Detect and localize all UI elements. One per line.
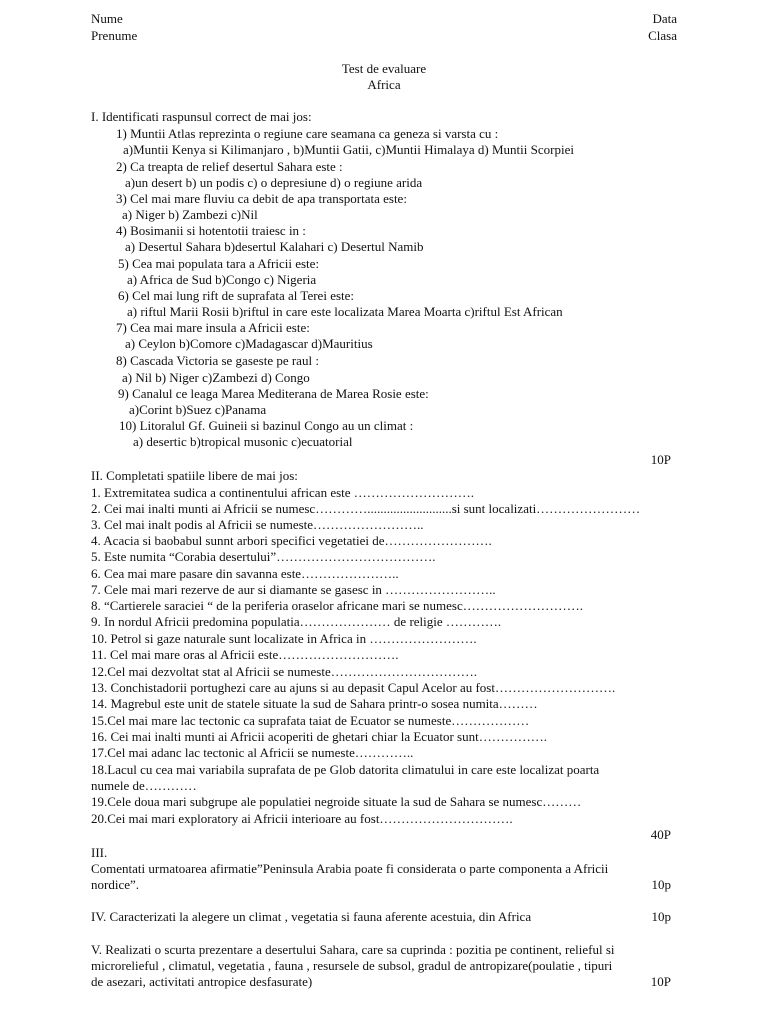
section4-points: 10p bbox=[651, 909, 671, 924]
test-title: Test de evaluare bbox=[341, 61, 427, 76]
section5-text-2: microrelieful , climatul, vegetatia , fauna , resursele de subsol, gradul de antropizare(poulatie , tipuri bbox=[91, 958, 613, 973]
fill-item-19: 19.Cele doua mari subgrupe ale populatiei negroide situate la sud de Sahara se numesc……… bbox=[91, 794, 582, 809]
q2-question: 2) Ca treapta de relief desertul Sahara este : bbox=[116, 159, 343, 174]
fill-item-18: 18.Lacul cu cea mai variabila suprafata de pe Glob datorita climatului in care este localizat poarta bbox=[91, 762, 600, 777]
section5-points: 10P bbox=[650, 974, 671, 989]
section3-points: 10p bbox=[651, 877, 671, 892]
q7-options: a) Ceylon b)Comore c)Madagascar d)Mauritius bbox=[125, 336, 373, 351]
fill-item-5: 5. Este numita “Corabia desertului”………………………………. bbox=[91, 549, 436, 564]
section3-text-2: nordice”. bbox=[91, 877, 140, 892]
fill-item-18-cont: numele de………… bbox=[91, 778, 197, 793]
section3-heading: III. bbox=[91, 845, 108, 860]
q4-question: 4) Bosimanii si hotentotii traiesc in : bbox=[116, 223, 306, 238]
date-label: Data bbox=[652, 11, 677, 26]
fill-item-15: 15.Cel mai mare lac tectonic ca suprafata taiat de Ecuator se numeste……………… bbox=[91, 713, 530, 728]
fill-item-3: 3. Cel mai inalt podis al Africii se numeste…………………….. bbox=[91, 517, 424, 532]
fill-item-6: 6. Cea mai mare pasare din savanna este………………….. bbox=[91, 566, 399, 581]
fill-item-17: 17.Cel mai adanc lac tectonic al Africii se numeste………….. bbox=[91, 745, 414, 760]
fill-item-12: 12.Cel mai dezvoltat stat al Africii se numeste……………………………. bbox=[91, 664, 477, 679]
fill-item-1: 1. Extremitatea sudica a continentului african este ………………………. bbox=[91, 485, 475, 500]
surname-label: Prenume bbox=[91, 28, 138, 43]
q5-options: a) Africa de Sud b)Congo c) Nigeria bbox=[127, 272, 317, 287]
section1-points: 10P bbox=[650, 452, 671, 467]
q3-options: a) Niger b) Zambezi c)Nil bbox=[122, 207, 258, 222]
fill-item-10: 10. Petrol si gaze naturale sunt localizate in Africa in ……………………. bbox=[91, 631, 477, 646]
q7-question: 7) Cea mai mare insula a Africii este: bbox=[116, 320, 310, 335]
fill-item-9: 9. In nordul Africii predomina populatia………………… de religie …………. bbox=[91, 614, 502, 629]
fill-item-14: 14. Magrebul este unit de statele situate la sud de Sahara printr-o sosea numita……… bbox=[91, 696, 538, 711]
section5-text-1: V. Realizati o scurta prezentare a desertului Sahara, care sa cuprinda : pozitia pe continent, relieful si bbox=[91, 942, 615, 957]
q10-question: 10) Litoralul Gf. Guineii si bazinul Congo au un climat : bbox=[119, 418, 414, 433]
q8-options: a) Nil b) Niger c)Zambezi d) Congo bbox=[122, 370, 310, 385]
q9-options: a)Corint b)Suez c)Panama bbox=[129, 402, 267, 417]
fill-item-8: 8. “Cartierele saraciei “ de la periferia oraselor africane mari se numesc………………………. bbox=[91, 598, 583, 613]
q10-options: a) desertic b)tropical musonic c)ecuatorial bbox=[133, 434, 353, 449]
fill-item-20: 20.Cei mai mari exploratory ai Africii interioare au fost…………………………. bbox=[91, 811, 513, 826]
section5-text-3: de asezari, activitati antropice desfasurate) bbox=[91, 974, 313, 989]
section2-points: 40P bbox=[650, 827, 671, 842]
test-subject: Africa bbox=[367, 77, 401, 92]
fill-item-11: 11. Cel mai mare oras al Africii este………………………. bbox=[91, 647, 399, 662]
name-label: Nume bbox=[91, 11, 123, 26]
q9-question: 9) Canalul ce leaga Marea Mediterana de Marea Rosie este: bbox=[118, 386, 429, 401]
q4-options: a) Desertul Sahara b)desertul Kalahari c) Desertul Namib bbox=[125, 239, 424, 254]
fill-item-7: 7. Cele mai mari rezerve de aur si diamante se gasesc in …………………….. bbox=[91, 582, 496, 597]
q8-question: 8) Cascada Victoria se gaseste pe raul : bbox=[116, 353, 319, 368]
fill-item-16: 16. Cei mai inalti munti ai Africii acoperiti de ghetari chiar la Ecuator sunt……………. bbox=[91, 729, 547, 744]
q3-question: 3) Cel mai mare fluviu ca debit de apa transportata este: bbox=[116, 191, 407, 206]
q1-question: 1) Muntii Atlas reprezinta o regiune care seamana ca geneza si varsta cu : bbox=[116, 126, 499, 141]
q5-question: 5) Cea mai populata tara a Africii este: bbox=[118, 256, 320, 271]
class-label: Clasa bbox=[648, 28, 677, 43]
fill-item-13: 13. Conchistadorii portughezi care au ajuns si au depasit Capul Acelor au fost………………………. bbox=[91, 680, 616, 695]
fill-item-4: 4. Acacia si baobabul sunnt arbori specifici vegetatiei de……………………. bbox=[91, 533, 492, 548]
q2-options: a)un desert b) un podis c) o depresiune d) o regiune arida bbox=[125, 175, 423, 190]
q1-options: a)Muntii Kenya si Kilimanjaro , b)Muntii Gatii, c)Muntii Himalaya d) Muntii Scorpiei bbox=[123, 142, 574, 157]
section1-heading: I. Identificati raspunsul correct de mai jos: bbox=[91, 109, 312, 124]
fill-item-2: 2. Cei mai inalti munti ai Africii se numesc…………..........................si sunt localizati…………………… bbox=[91, 501, 641, 516]
section3-text-1: Comentati urmatoarea afirmatie”Peninsula Arabia poate fi considerata o parte componenta a Africii bbox=[91, 861, 609, 876]
q6-question: 6) Cel mai lung rift de suprafata al Terei este: bbox=[118, 288, 355, 303]
section4-text: IV. Caracterizati la alegere un climat , vegetatia si fauna aferente acestuia, din Africa bbox=[91, 909, 532, 924]
q6-options: a) riftul Marii Rosii b)riftul in care este localizata Marea Moarta c)riftul Est African bbox=[127, 304, 563, 319]
section2-heading: II. Completati spatiile libere de mai jos: bbox=[91, 468, 298, 483]
